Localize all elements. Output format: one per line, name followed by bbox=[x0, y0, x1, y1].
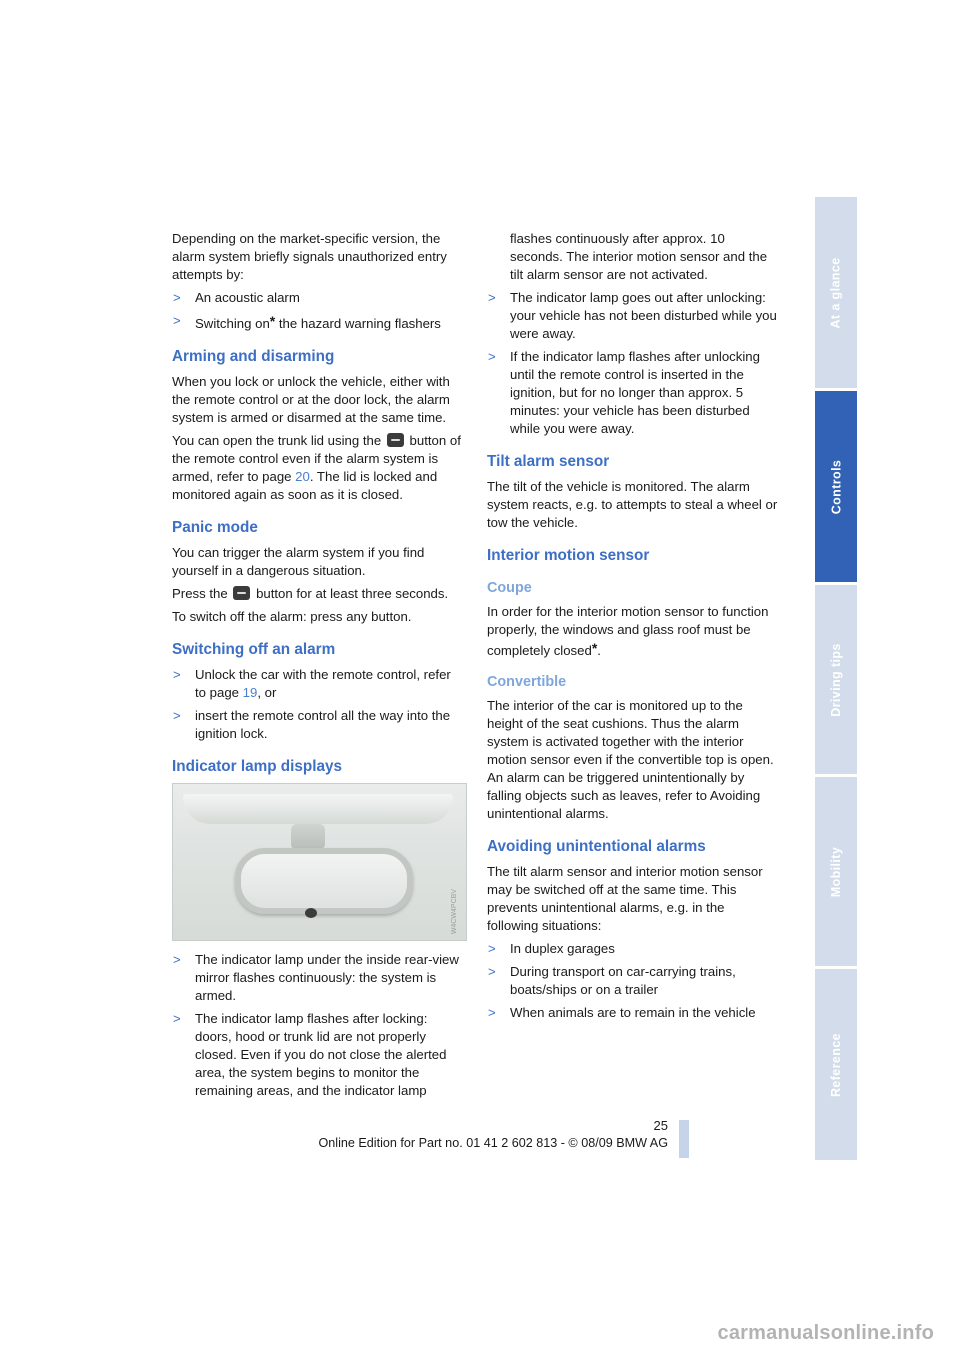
bullet-marker: > bbox=[173, 1011, 181, 1026]
section-heading-avoiding: Avoiding unintentional alarms bbox=[487, 838, 706, 855]
bullet-marker: > bbox=[173, 667, 181, 682]
tab-label: Mobility bbox=[829, 846, 844, 897]
rearview-mirror-shape bbox=[235, 848, 413, 914]
tab-driving-tips[interactable] bbox=[815, 585, 857, 774]
page-number: 25 bbox=[653, 1118, 668, 1133]
list-item-text: An acoustic alarm bbox=[195, 290, 300, 305]
coupe-text: In order for the interior motion sensor to function properly, the windows and glass roof must be completely closed bbox=[487, 604, 769, 658]
trunk-text-1: You can open the trunk lid using the bbox=[172, 433, 382, 448]
mirror-mount-shape bbox=[291, 824, 325, 850]
panic-text-2: button for at least three seconds. bbox=[256, 586, 449, 601]
tilt-paragraph: The tilt of the vehicle is monitored. The alarm system reacts, e.g. to attempts to steal a wheel or tow the vehicle. bbox=[487, 479, 778, 530]
bullet-marker: > bbox=[173, 313, 181, 328]
indicator-lamp-icon bbox=[305, 908, 317, 918]
section-heading-indicator: Indicator lamp displays bbox=[172, 758, 343, 775]
section-heading-tilt: Tilt alarm sensor bbox=[487, 453, 610, 470]
list-item-text: the hazard warning flashers bbox=[275, 316, 441, 331]
list-item bbox=[172, 1010, 464, 1100]
list-item-continuation bbox=[487, 230, 779, 284]
footer-edition: Online Edition for Part no. 01 41 2 602 813 - © 08/09 BMW AG bbox=[318, 1136, 668, 1150]
tab-controls[interactable] bbox=[815, 391, 857, 582]
list-item bbox=[487, 289, 779, 343]
tab-at-a-glance[interactable] bbox=[815, 197, 857, 388]
panic-press-paragraph bbox=[172, 585, 464, 603]
optional-equipment-star-icon: * bbox=[591, 640, 598, 656]
list-item-text: insert the remote control all the way into the ignition lock. bbox=[195, 708, 451, 741]
bullet-marker: > bbox=[173, 952, 181, 967]
bullet-marker: > bbox=[488, 290, 496, 305]
tab-label: Driving tips bbox=[829, 642, 843, 717]
page-number-bar bbox=[679, 1120, 689, 1158]
list-item-text: Switching on bbox=[195, 316, 270, 331]
tab-label: At a glance bbox=[829, 256, 843, 329]
list-item bbox=[487, 940, 779, 958]
list-item bbox=[487, 348, 779, 438]
arming-paragraph: When you lock or unlock the vehicle, either with the remote control or at the door lock, the alarm system is armed or disarmed at the same time. bbox=[172, 374, 450, 425]
list-item bbox=[172, 312, 464, 333]
section-heading-motion: Interior motion sensor bbox=[487, 547, 650, 564]
right-column bbox=[487, 230, 779, 1027]
page-link-20[interactable]: 20 bbox=[295, 469, 310, 484]
photo-code: W4CW4PCBV bbox=[451, 888, 458, 934]
tab-label: Controls bbox=[829, 459, 843, 514]
convertible-paragraph: The interior of the car is monitored up to the height of the seat cushions. Thus the alarm system is activated together with the interior motion sensor even if the convertible top is open. An alarm can be triggered unintentionally by falling objects such as leaves, refer to Avoiding unintentional alarms. bbox=[487, 698, 774, 821]
trunk-key-icon bbox=[387, 433, 404, 447]
panic-paragraph: You can trigger the alarm system if you find yourself in a dangerous situation. bbox=[172, 545, 425, 578]
headliner-shape bbox=[183, 794, 453, 824]
list-item-text: The indicator lamp flashes after locking: doors, hood or trunk lid are not properly closed. Even if you do not close the alerted area, the system begins to monitor the remaining areas, and the indicator lamp bbox=[195, 1011, 447, 1098]
coupe-text-end: . bbox=[597, 643, 601, 658]
panic-key-icon bbox=[233, 586, 250, 600]
trunk-text-3: . The lid is locked and monitored again as soon as it is closed. bbox=[172, 469, 438, 502]
list-item bbox=[172, 707, 464, 743]
list-item-text: Unlock the car with the remote control, refer to page bbox=[195, 667, 451, 700]
bullet-marker: > bbox=[173, 708, 181, 723]
bullet-marker: > bbox=[488, 349, 496, 364]
bullet-marker: > bbox=[488, 1005, 496, 1020]
trunk-paragraph bbox=[172, 432, 464, 504]
section-heading-switching-off: Switching off an alarm bbox=[172, 641, 336, 658]
bullet-marker: > bbox=[488, 941, 496, 956]
list-item bbox=[172, 666, 464, 702]
rearview-mirror-photo bbox=[172, 783, 467, 941]
section-heading-panic: Panic mode bbox=[172, 519, 258, 536]
trunk-text-2: button of the remote control even if the alarm system is armed, refer to page bbox=[172, 433, 461, 484]
list-item bbox=[172, 289, 464, 307]
tab-mobility[interactable] bbox=[815, 777, 857, 966]
section-heading-arming: Arming and disarming bbox=[172, 348, 335, 365]
list-item-text: , or bbox=[257, 685, 277, 700]
avoid-paragraph: The tilt alarm sensor and interior motion sensor may be switched off at the same time. This prevents unintentional alarms, e.g. in the following situations: bbox=[487, 864, 763, 933]
list-item-text: When animals are to remain in the vehicle bbox=[510, 1005, 756, 1020]
list-item-text: If the indicator lamp flashes after unlocking until the remote control is inserted in the ignition, but for no longer than approx. 5 minutes: your vehicle has been disturbed while you were away. bbox=[510, 349, 760, 436]
subheading-coupe: Coupe bbox=[487, 580, 532, 596]
list-item bbox=[487, 1004, 779, 1022]
list-item bbox=[487, 963, 779, 999]
tab-reference[interactable] bbox=[815, 969, 857, 1160]
tab-label: Reference bbox=[829, 1032, 843, 1097]
left-column bbox=[172, 230, 464, 1105]
list-item-text: flashes continuously after approx. 10 seconds. The interior motion sensor and the tilt alarm sensor are not activated. bbox=[510, 231, 768, 282]
list-item bbox=[172, 951, 464, 1005]
list-item-text: During transport on car-carrying trains, boats/ships or on a trailer bbox=[510, 964, 736, 997]
intro-paragraph: Depending on the market-specific version, the alarm system briefly signals unauthorized entry attempts by: bbox=[172, 231, 447, 282]
panic-off-paragraph: To switch off the alarm: press any button. bbox=[172, 609, 412, 624]
bullet-marker: > bbox=[173, 290, 181, 305]
optional-equipment-star-icon: * bbox=[269, 313, 276, 329]
list-item-text: In duplex garages bbox=[510, 941, 615, 956]
coupe-paragraph bbox=[487, 603, 779, 660]
bullet-marker: > bbox=[488, 964, 496, 979]
list-item-text: The indicator lamp goes out after unlocking: your vehicle has not been disturbed while you were away. bbox=[510, 290, 777, 341]
watermark: carmanualsonline.info bbox=[717, 1322, 934, 1344]
page-link-19[interactable]: 19 bbox=[242, 685, 258, 700]
panic-text-1: Press the bbox=[172, 586, 228, 601]
list-item-text: The indicator lamp under the inside rear-view mirror flashes continuously: the system is armed. bbox=[195, 952, 459, 1003]
subheading-convertible: Convertible bbox=[487, 674, 567, 690]
